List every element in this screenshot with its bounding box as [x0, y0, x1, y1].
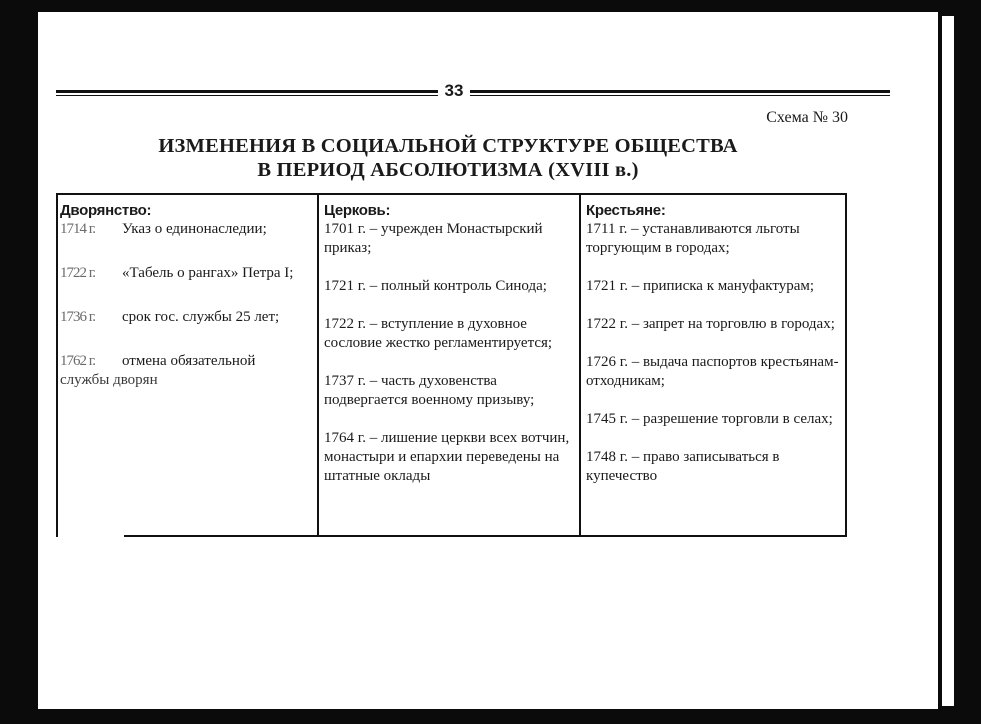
scan-border-right-strip — [942, 16, 954, 706]
scan-border-left — [0, 0, 40, 724]
entry-text: отмена обязательной — [122, 353, 256, 369]
title-line-1: ИЗМЕНЕНИЯ В СОЦИАЛЬНОЙ СТРУКТУРЕ ОБЩЕСТВА — [158, 135, 738, 157]
entry-year: 1714 г. — [60, 221, 95, 237]
entry-year: 1736 г. — [60, 309, 95, 325]
table-bottom-rule — [124, 535, 846, 537]
list-item: 1726 г. – выдача паспортов крестьянам-отходникам; — [586, 354, 839, 389]
list-item: 1721 г. – приписка к мануфактурам; — [586, 278, 815, 294]
list-item: 1737 г. – часть духовенства подвергается военному призыву; — [324, 373, 535, 408]
scan-border-top — [0, 0, 981, 12]
scan-border-bottom — [0, 708, 981, 724]
table-divider-1 — [317, 193, 319, 537]
list-item: 1764 г. – лишение церкви всех вотчин, монастыри и епархии переведены на штатные оклады — [324, 430, 570, 484]
title-line-2: В ПЕРИОД АБСОЛЮТИЗМА (XVIII в.) — [257, 159, 639, 181]
entry-year: 1762 г. — [60, 353, 95, 369]
document-page — [38, 12, 938, 709]
list-item: 1745 г. – разрешение торговли в селах; — [586, 411, 833, 427]
header-rule-right — [470, 90, 890, 96]
table-right-rule — [845, 193, 847, 537]
list-item: 1701 г. – учрежден Монастырский приказ; — [324, 221, 543, 256]
list-item — [60, 308, 312, 327]
entry-text: Указ о единонаследии; — [122, 221, 267, 237]
table-divider-2 — [579, 193, 581, 537]
header-rule-left — [56, 90, 438, 96]
table-left-rule — [56, 193, 58, 537]
entry-text: срок гос. службы 25 лет; — [122, 309, 280, 325]
list-item: 1722 г. – запрет на торговлю в городах; — [586, 316, 835, 332]
column-church — [324, 201, 574, 505]
column-header-church: Церковь: — [324, 202, 391, 219]
list-item: 1711 г. – устанавливаются льготы торгующим в городах; — [586, 221, 800, 256]
page-number: 33 — [444, 81, 464, 100]
column-nobility — [60, 201, 312, 390]
structure-table — [56, 193, 846, 536]
scheme-label: Схема № 30 — [766, 109, 848, 126]
column-header-peasants: Крестьяне: — [586, 202, 666, 219]
list-item — [60, 220, 312, 239]
list-item: 1722 г. – вступление в духовное сословие жестко регламентируется; — [324, 316, 553, 351]
column-header-nobility: Дворянство: — [60, 202, 152, 219]
entry-text: «Табель о рангах» Петра I; — [122, 265, 294, 281]
list-item: 1748 г. – право записываться в купечество — [586, 449, 780, 484]
page-title — [98, 134, 798, 182]
list-item: 1721 г. – полный контроль Синода; — [324, 278, 547, 294]
list-item — [60, 264, 312, 283]
table-top-rule — [56, 193, 846, 195]
column-peasants — [586, 201, 842, 486]
entry-year: 1722 г. — [60, 265, 95, 281]
entry-continuation: службы дворян — [60, 372, 158, 388]
list-item — [60, 352, 312, 371]
